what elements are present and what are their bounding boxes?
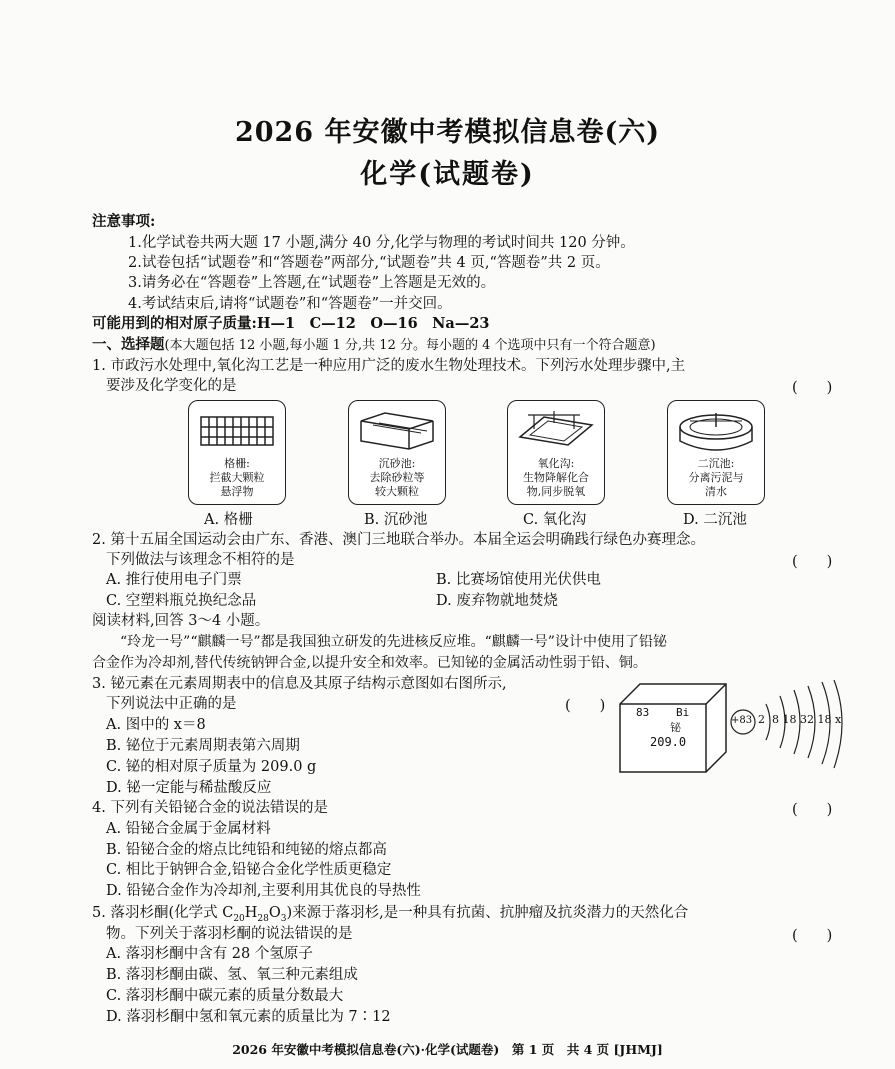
note-item: 2.试卷包括“试题卷”和“答题卷”两部分,“试题卷”共 4 页,“答题卷”共 2 页。 [128, 255, 610, 271]
figure-oxidation-ditch [507, 400, 605, 505]
option: A. 图中的 x＝8 [106, 717, 206, 733]
question-5-stem-cont: 物。下列关于落羽杉酮的说法错误的是 [106, 926, 353, 942]
question-2-stem: 2. 第十五届全国运动会由广东、香港、澳门三地联合举办。本届全运会明确践行绿色办赛理念。 [92, 532, 705, 548]
grille-icon [195, 407, 279, 455]
atomic-mass-line: 可能用到的相对原子质量:H—1 C—12 O—16 Na—23 [92, 315, 490, 332]
note-item: 3.请务必在“答题卷”上答题,在“试题卷”上答题是无效的。 [128, 275, 496, 291]
reading-intro: 阅读材料,回答 3～4 小题。 [92, 613, 270, 629]
section-heading [92, 335, 656, 356]
option: D. 铋一定能与稀盐酸反应 [106, 780, 272, 796]
option: D. 铅铋合金作为冷却剂,主要利用其优良的导热性 [106, 883, 421, 899]
atom-shell-electrons: 2 8 18 32 18 x [758, 713, 842, 726]
option: C. 氧化沟 [523, 512, 587, 528]
question-4-stem: 4. 下列有关铅铋合金的说法错误的是 [92, 800, 328, 816]
note-item: 1.化学试卷共两大题 17 小题,满分 40 分,化学与物理的考试时间共 120 分钟。 [128, 235, 635, 251]
question-3-stem-cont: 下列说法中正确的是 [106, 696, 237, 712]
option: B. 铋位于元素周期表第六周期 [106, 738, 300, 754]
question-1-stem-cont: 要涉及化学变化的是 [106, 378, 237, 394]
exam-subtitle: 化学(试题卷) [360, 159, 535, 190]
element-mass: 209.0 [650, 735, 687, 749]
section-desc: (本大题包括 12 小题,每小题 1 分,共 12 分。每小题的 4 个选项中只有一个符合题意) [164, 338, 656, 353]
option: D. 落羽杉酮中氢和氧元素的质量比为 7∶12 [106, 1009, 391, 1025]
figure-caption: 氧化沟: [537, 457, 575, 470]
option: C. 铋的相对原子质量为 209.0 g [106, 759, 317, 775]
element-symbol: Bi [676, 706, 690, 719]
answer-paren: ( ) [792, 380, 833, 396]
subscript: 3 [280, 913, 287, 924]
option: C. 落羽杉酮中碳元素的质量分数最大 [106, 988, 344, 1004]
page-footer: 2026 年安徽中考模拟信息卷(六)·化学(试题卷) 第 1 页 共 4 页 [JHMJ] [232, 1042, 663, 1057]
figure-caption: 清水 [705, 485, 727, 498]
option: B. 铅铋合金的熔点比纯铅和纯铋的熔点都高 [106, 842, 387, 858]
figure-caption: 生物降解化合 [523, 471, 589, 484]
option: C. 相比于钠钾合金,铅铋合金化学性质更稳定 [106, 862, 392, 878]
stem-text: O [268, 905, 281, 921]
question-2-stem-cont: 下列做法与该理念不相符的是 [106, 552, 295, 568]
question-1-stem: 1. 市政污水处理中,氧化沟工艺是一种应用广泛的废水生物处理技术。下列污水处理步骤中,主 [92, 358, 686, 374]
answer-paren: ( ) [565, 698, 606, 714]
element-number: 83 [636, 706, 650, 719]
reading-paragraph: “玲龙一号”“麒麟一号”都是我国独立研发的先进核反应堆。“麒麟一号”设计中使用了铅铋 [120, 634, 667, 650]
option: A. 落羽杉酮中含有 28 个氢原子 [106, 946, 313, 962]
reading-paragraph: 合金作为冷却剂,替代传统钠钾合金,以提升安全和效率。已知铋的金属活动性弱于铅、铜。 [92, 655, 647, 671]
figure-caption: 二沉池: [697, 457, 735, 470]
stem-text: 5. 落羽杉酮(化学式 C [92, 905, 234, 921]
figure-caption: 分离污泥与 [688, 471, 744, 484]
stem-text: H [244, 905, 258, 921]
option: B. 沉砂池 [364, 512, 428, 528]
figure-caption: 沉砂池: [378, 457, 416, 470]
option: B. 比赛场馆使用光伏供电 [436, 572, 601, 588]
exam-title: 2026 年安徽中考模拟信息卷(六) [234, 117, 661, 148]
element-name: 铋 [670, 721, 681, 734]
figure-sand-basin [348, 400, 446, 505]
answer-paren: ( ) [792, 928, 833, 944]
figure-caption: 悬浮物 [220, 485, 254, 498]
oxidation-ditch-icon [514, 407, 598, 455]
answer-paren: ( ) [792, 802, 833, 818]
option: D. 二沉池 [683, 512, 747, 528]
subscript: 28 [257, 913, 269, 924]
answer-paren: ( ) [792, 554, 833, 570]
option: C. 空塑料瓶兑换纪念品 [106, 593, 257, 609]
stem-text: )来源于落羽杉,是一种具有抗菌、抗肿瘤及抗炎潜力的天然化合 [286, 905, 689, 921]
figure-caption: 格栅: [224, 457, 250, 470]
figure-caption: 物,同步脱氧 [526, 485, 586, 498]
section-title: 一、选择题 [92, 336, 165, 353]
sand-basin-icon [355, 407, 439, 455]
figure-settling-tank [667, 400, 765, 505]
subscript: 20 [233, 913, 245, 924]
option: B. 落羽杉酮由碳、氢、氧三种元素组成 [106, 967, 358, 983]
note-item: 4.考试结束后,请将“试题卷”和“答题卷”一并交回。 [128, 296, 452, 312]
figure-caption: 去除砂粒等 [369, 471, 425, 484]
figure-caption: 较大颗粒 [375, 485, 419, 498]
option: A. 格栅 [204, 512, 253, 528]
figure-caption: 拦截大颗粒 [209, 471, 265, 484]
notes-heading: 注意事项: [92, 213, 156, 230]
settling-tank-icon [674, 407, 758, 455]
option: A. 铅铋合金属于金属材料 [106, 821, 271, 837]
option: A. 推行使用电子门票 [106, 572, 242, 588]
figure-grille [188, 400, 286, 505]
atom-nucleus-charge: +83 [731, 715, 753, 726]
question-3-stem: 3. 铋元素在元素周期表中的信息及其原子结构示意图如右图所示, [92, 676, 507, 692]
option: D. 废弃物就地焚烧 [436, 593, 558, 609]
